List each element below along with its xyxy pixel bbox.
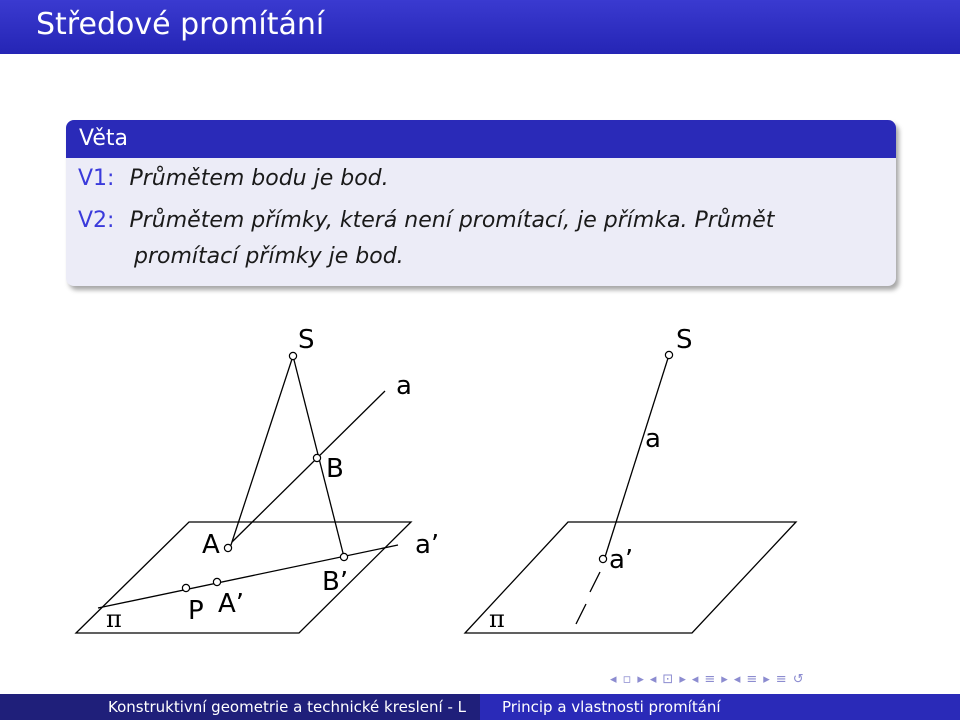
theorem-label: V2:	[78, 208, 115, 233]
projection-figure	[0, 310, 960, 650]
point-A	[224, 544, 231, 551]
point-B-prime	[340, 553, 347, 560]
label-a-prime-right: a’	[609, 545, 634, 575]
label-pi-right: π	[489, 605, 505, 633]
label-pi: π	[106, 605, 122, 633]
label-S-right: S	[676, 325, 693, 355]
theorem-text: Průmětem bodu je bod.	[129, 166, 389, 191]
slide-title: Středové promítání	[36, 7, 325, 42]
projecting-line-sa	[230, 356, 293, 548]
label-B-prime: B’	[322, 567, 349, 597]
point-S-right	[665, 351, 672, 358]
label-A-prime: A’	[218, 589, 245, 619]
nav-symbol[interactable]: ≡	[704, 672, 716, 687]
nav-symbol[interactable]: ▸	[763, 672, 770, 687]
point-A-prime	[213, 578, 220, 585]
line-a	[232, 391, 385, 542]
line-a-right	[605, 355, 669, 557]
nav-symbol[interactable]: ◂	[649, 672, 657, 687]
nav-symbol[interactable]: ≡	[775, 672, 787, 687]
footer-section: Princip a vlastnosti promítání	[480, 694, 960, 720]
theorem-text: promítací přímky je bod.	[134, 244, 404, 269]
theorem-block	[66, 120, 896, 286]
label-a-prime: a’	[415, 530, 440, 560]
nav-symbol[interactable]: ▸	[679, 672, 686, 687]
theorem-item-v2-cont	[134, 244, 404, 269]
nav-symbol[interactable]: ◂	[610, 672, 617, 687]
theorem-header: Věta	[66, 120, 896, 158]
title-bar	[0, 0, 960, 54]
label-A: A	[202, 530, 220, 560]
label-P: P	[188, 596, 204, 626]
nav-symbol[interactable]: ⊡	[662, 672, 674, 687]
nav-symbol[interactable]: ▸	[637, 672, 644, 687]
nav-symbol[interactable]: ↺	[792, 672, 804, 687]
label-B: B	[326, 454, 344, 484]
theorem-item-v2	[78, 208, 774, 233]
theorem-item-v1	[78, 166, 389, 191]
line-a-prime	[98, 545, 398, 608]
theorem-text: Průmětem přímky, která není promítací, je přímka. Průmět	[129, 208, 775, 233]
point-a-prime-right	[599, 555, 606, 562]
nav-symbol[interactable]: ◂	[733, 672, 741, 687]
footer-course: Konstruktivní geometrie a technické kreslení - L	[0, 694, 480, 720]
line-a-prime-right	[590, 572, 600, 592]
nav-symbol[interactable]: ◂	[691, 672, 699, 687]
nav-symbol[interactable]: ▸	[721, 672, 728, 687]
nav-symbol[interactable]: ≡	[746, 672, 758, 687]
label-a-right: a	[645, 424, 661, 454]
right-plane	[465, 522, 796, 633]
theorem-label: V1:	[78, 166, 115, 191]
point-S	[289, 352, 296, 359]
point-B	[313, 454, 320, 461]
label-a: a	[396, 371, 412, 401]
line-a-prime-right-2	[576, 604, 586, 624]
point-P	[182, 584, 189, 591]
footer	[0, 694, 960, 720]
label-S: S	[298, 325, 315, 355]
beamer-navigation[interactable]	[610, 672, 960, 692]
nav-symbol[interactable]: ▫	[622, 672, 632, 687]
